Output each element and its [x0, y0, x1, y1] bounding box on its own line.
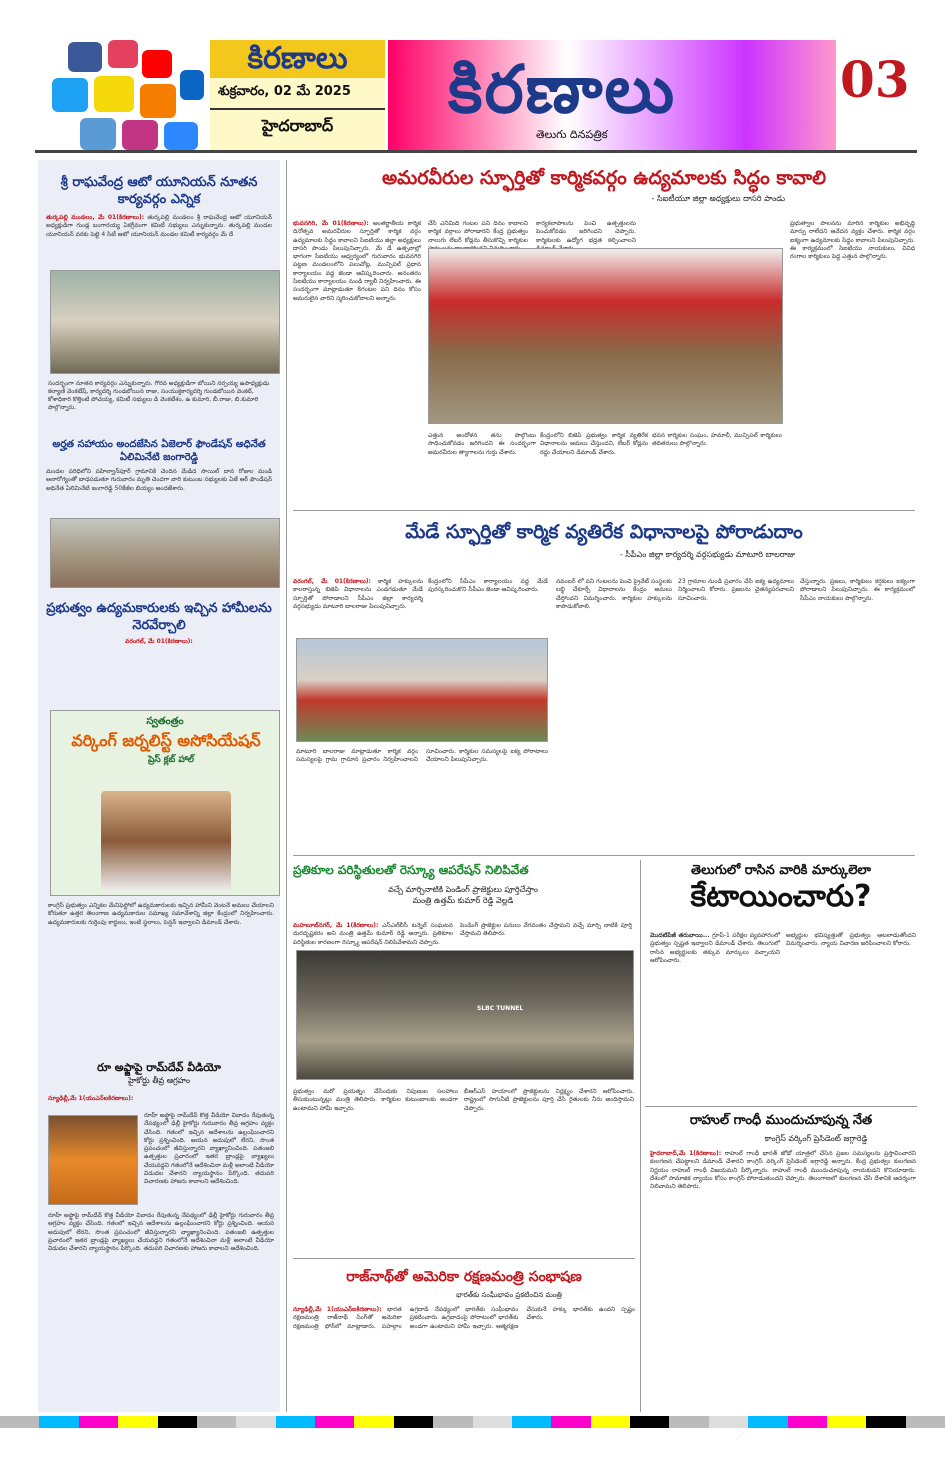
left-column	[38, 160, 280, 1412]
section-rule	[293, 855, 915, 856]
photo-caption: సందర్భంగా నూతన కార్యవర్గం ఎన్నుకున్నారు. గౌరవ అధ్యక్షుడిగా బోయిని నర్సయ్య ఉపాధ్యక్షుడు కల్యాణి వెంకటేష్, కార్యదర్శి గుండబోయిన రాజు, సంయుక్తకార్యదర్శి గుండబోయిన వెంకట్, కోశాధికారి కొత్తింటి పోచయ్య, కమిటీ సభ్యులు డి వెంకటేశం, ఉ కుమారి, బీ.రాజు, బి.కుమారి పాల్గొన్నారు.	[48, 380, 270, 411]
dateline: తుర్కపల్లి మండలం, మే 01(కిరణాలు):	[46, 214, 145, 221]
banner-title: వర్కింగ్ జర్నలిస్ట్ అసోసియేషన్	[71, 731, 261, 750]
main-logo-block	[388, 40, 836, 150]
masthead	[0, 0, 945, 150]
lead-story	[293, 166, 915, 205]
marks-story	[645, 862, 917, 915]
marks-col-2: అభ్యర్థుల భవిష్యత్తుతో ప్రభుత్వం ఆటలాడుతోందని విమర్శించారు. న్యాయ విచారణ జరిపించాలని కోరారు.	[786, 932, 916, 948]
headline-big: కేటాయించారు?	[690, 879, 872, 914]
tunnel-label: SLBC TUNNEL	[477, 1005, 524, 1012]
dateline: భువనగిరి, మే 01(కిరణాలు):	[293, 220, 369, 227]
subheadline-2: మంత్రి ఉత్తమ్ కుమార్ రెడ్డి వెల్లడి	[412, 896, 514, 905]
story-body-continued: రూహ్ అఫ్జాపై రామ్‌దేవ్ కొత్త వీడియో వివాదం రేపుతున్న నేపథ్యంలో ఢిల్లీ హైకోర్టు గురువారం తీవ్ర ఆగ్రహం వ్యక్తం చేసింది. గతంలో ఇచ్చిన ఆదేశాలను ఉల్లంఘించారని కోర్టు ప్రశ్నించింది. ఆయన అదుపులో లేరని, సొంత ప్రపంచంలో జీవిస్తున్నారని వ్యాఖ్యానించింది. పతంజలి ఉత్పత్తుల ప్రచారంలో ఇతర బ్రాండ్లపై వ్యాఖ్యలు చేయవద్దని గతంలోనే ఆదేశించినా మళ్లీ అలాంటి వీడియో విడుదల చేశారని న్యాయస్థానం పేర్కొంది. తదుపరి విచారణకు హాజరు కావాలని ఆదేశించింది.	[48, 1212, 274, 1253]
rajnath-body: భారత రక్షణమంత్రి రాజ్‌నాథ్ సింగ్‌తో అమెరికా రక్షణమంత్రి ఫోన్‌లో మాట్లాడారు. పహల్గాం ఉగ్రదాడి నేపథ్యంలో భారత్‌కు సంఘీభావం ప్రకటించారు. ఉగ్రవాదంపై పోరాటంలో భారత్‌కు అండగా ఉంటామని హామీ ఇచ్చారు. ఆత్మరక్షణ చేసుకునే హక్కు భారత్‌కు ఉందని స్పష్టం చేశారు.	[293, 1306, 635, 1330]
group-photo	[50, 270, 280, 374]
subheadline: భారత్‌కు సంఘీభావం ప్రకటించిన మంత్రి	[456, 1291, 562, 1299]
lead-under-3: భవన కార్మికుల సంఘం, హమాలీ, మున్సిపల్ కార్మికులు తదితరులు పాల్గొన్నారు.	[652, 432, 782, 448]
meeting-photo	[428, 248, 783, 424]
headline: అమరవీరుల స్ఫూర్తితో కార్మికవర్గం ఉద్యమాలకు సిద్ధం కావాలి	[381, 167, 827, 189]
tagline: తెలుగు దినపత్రిక	[536, 128, 608, 141]
story-ramdev	[46, 1060, 272, 1086]
subheadline-1: వచ్చే మార్చినాటికి పెండింగ్ ప్రాజెక్టులు పూర్తిచేస్తాం	[388, 885, 538, 894]
mayday-col-3: నవంబర్ లో పని గంటలను పెంచి ప్రైవేట్ సంస్థలకు లబ్ధి చేకూర్చే విధానాలను కేంద్రం అమలు చేస్తోందని విమర్శించారు. కార్మికుల హక్కులను కాపాడుకోవాలి.	[556, 578, 672, 610]
linkedin-icon	[180, 70, 204, 100]
section-rule	[293, 510, 915, 511]
story-foundation	[46, 438, 272, 494]
lead-col-3: కార్యకలాపాలను పెంచి ఉత్పత్తులను పెంచుకోవడం జరిగిందని చెప్పారు. కార్మికులకు ఉద్యోగ భద్రత కల్పించాలని	[536, 220, 636, 244]
lead-col-2: చేసే ఎనిమిది గంటల పని దినం కావాలని కార్మిక వర్గాలు పోరాడారని కేంద్ర ప్రభుత్వం నాలుగు లేబర్ కోడ్లను తీసుకొచ్చి కార్మికుల	[428, 220, 528, 244]
rss-icon	[140, 84, 176, 118]
press-club-photo	[50, 710, 280, 896]
marks-col-1: గ్రూప్-1 పరీక్షల వ్యవహారంలో ప్రభుత్వం స్పష్టత ఇవ్వాలని డిమాండ్ చేశారు. తెలుగులో రాసిన అభ్యర్థులకు తక్కువ మార్కులు వచ్చాయని ఆరోపించారు.	[650, 932, 780, 964]
facebook-icon	[68, 42, 102, 72]
column-rule	[640, 860, 641, 1412]
ramdev-photo	[48, 1115, 138, 1205]
edition-city: హైదరాబాద్	[261, 116, 334, 135]
dateline: వరంగల్, మే 01(కిరణాలు):	[293, 578, 371, 585]
dateline: మొదటిపేజీ తరువాయి...	[650, 932, 710, 939]
column-rule	[286, 160, 287, 1412]
headline: రాహుల్ గాంధీ ముందుచూపున్న నేత	[689, 1113, 873, 1128]
headline: శ్రీ రాఘవేంద్ర ఆటో యూనియన్ నూతన కార్యవర్గం ఎన్నిక	[60, 175, 258, 207]
dateline: మహబూబ్‌నగర్, మే 1(కిరణాలు):	[293, 922, 379, 929]
banner-subtitle: ప్రెస్ క్లబ్ హాల్	[147, 755, 195, 765]
mayday-col-1: కార్మిక హక్కులను కాలరాస్తున్న బిజెపి విధానాలను ఎండగడుతూ మేడే స్ఫూర్తితో పోరాడాలని సీపీఎం జిల్లా కార్యదర్శి వర్గసభ్యుడు మాటూరి బాలరాజు పిలుపునిచ్చారు.	[293, 578, 423, 610]
people-at-table	[101, 791, 231, 891]
facebook-cube-icon	[164, 122, 198, 150]
tunnel-under-1: ప్రభుత్వం మరో ప్రయత్నం చేసేందుకు నిపుణుల సలహాలు తీసుకుంటున్నట్లు మంత్రి తెలిపారు. కార్మికుల కుటుంబాలకు అండగా ఉంటామని హామీ ఇచ్చారు.	[293, 1088, 458, 1112]
mayday-story	[293, 520, 915, 561]
lead-under-2: కేంద్రంలోని బిజెపి ప్రభుత్వం కార్మిక వ్యతిరేక విధానాలను అమలు చేస్తుందని, లేబర్ కోడ్లను రద్దు చేయాలని డిమాండ్ చేశారు.	[540, 432, 648, 456]
headline-top: తెలుగులో రాసిన వారికి మార్కులెలా	[690, 863, 872, 878]
story-activists	[46, 594, 272, 662]
instagram-icon	[108, 40, 138, 68]
mayday-under: మాటూరి బాలరాజు మాట్లాడుతూ కార్మిక వర్గం సమస్యలపై గ్రామ గ్రామాన ప్రచారం నిర్వహించాలని సూచించారు. కార్మికుల సమస్యలపై ఐక్య పోరాటాలు చేయాలని పిలుపునిచ్చారు.	[296, 748, 548, 764]
issue-date: శుక్రవారం, 02 మే 2025	[210, 78, 385, 110]
lead-col-1: అంతర్జాతీయ కార్మిక దినోత్సవ అమరవీరుల స్ఫూర్తితో కార్మిక వర్గం ఉద్యమాలకు సిద్ధం కావాలని సిఐటియు జిల్లా అధ్యక్షులు దాసరి పాండు పిలుపునిచ్చారు. మే డే ఉత్సవాల్లో భాగంగా సిఐటియు ఆధ్వర్యంలో గురువారం భువనగిరి పట్టణ మండలంలోని పలుచోట్ల, మున్సిపల్ ప్రధాన కార్యాలయం వద్ద జెండా ఆవిష్కరించారు. అనంతరం సిఐటియు కార్యాలయం నుండి ర్యాలీ నిర్వహించారు. ఈ సందర్భంగా మాట్లాడుతూ 8గంటల పని దినం కోసం అమరులైన వారిని స్మరించుకోవాలని అన్నారు.	[293, 220, 421, 302]
mayday-col-2: కేంద్రంలోని సీపీఎం కార్యాలయం వద్ద మేడే పురస్కరించుకొని సీపీఎం జెండా ఆవిష్కరించారు.	[428, 578, 548, 594]
byline: - సిఐటీయూ జిల్లా అధ్యక్షులు దాసరి పాండు	[651, 194, 785, 203]
dateline: న్యూఢిల్లీ,మే 1(యుఎన్ఐ‌కిరణాలు):	[48, 1095, 134, 1102]
story-body: తుర్కపల్లి మండలం శ్రీ రాఘవేంద్ర ఆటో యూనియన్ అధ్యక్షుడిగా గుండ్ల బంగారయ్య ఏకగ్రీవంగా కమిటీ సభ్యులు ఎన్నుకున్నారు. తుర్కపల్లి మండల యూనియన్ వరకు పెట్టె 4 సిటీ ఆటో యూనియన్ మండల కమిటీ కార్యవర్గం మే దే	[46, 214, 272, 238]
tunnel-col-1: ఎస్ఎల్‌బీసీ టన్నెల్ సంఘటన దురదృష్టకరం అని మంత్రి ఉత్తమ్ కుమార్ రెడ్డి అన్నారు. ప్రతికూల పరిస్థితుల కారణంగా రెస్క్యూ ఆపరేషన్ నిలిపివేశామని చెప్పారు.	[293, 922, 453, 946]
mayday-photo	[296, 638, 548, 742]
story-body: మండల పరిధిలోని పహిల్వాన్‌పూర్ గ్రామానికి చెందిన మేడిద సాయిల్ దాన రోజుల మండి ఆనారోగ్యంతో బాధపడుతూ గురువారం మృతి చెందగా వారి కుటుంబ సభ్యులకు ఏజే ఆర్ ఫౌండేషన్ అధినేత ఏలిమినేటి జంగారెడ్డి 50కేజీల బియ్యం అందజేశారు.	[46, 468, 272, 492]
donation-photo	[50, 518, 280, 588]
headline: రాజ్‌నాథ్‌తో అమెరికా రక్షణమంత్రి సంభాషణ	[346, 1269, 582, 1285]
social-cube-icon	[80, 118, 116, 150]
tunnel-photo	[296, 950, 634, 1080]
social-media-cubes-graphic	[50, 40, 205, 152]
tunnel-story	[293, 862, 633, 906]
headline: ప్రతికూల పరిస్థితులతో రెస్క్యూ ఆపరేషన్ నిలిపివేత	[293, 863, 529, 877]
lead-col-4: ప్రభుత్వాల పాలనను మారిన కార్మికుల అభివృద్ధి మార్పు రాలేదని ఆవేదన వ్యక్తం చేశారు. కార్మిక వర్గం ఐక్యంగా ఉద్యమాలకు సిద్ధం కావాలని పిలుపునిచ్చారు. ఈ కార్యక్రమంలో సిఐటియు నాయకులు, వివిధ రంగాల కార్మికులు పెద్ద ఎత్తున పాల్గొన్నారు.	[790, 220, 915, 261]
newspaper-name: కిరణాలు	[448, 50, 677, 128]
section-rule	[645, 1106, 917, 1107]
twitter-icon	[52, 78, 88, 112]
story-body: రూహ్ అఫ్జాపై రామ్‌దేవ్ కొత్త వీడియో వివాదం రేపుతున్న నేపథ్యంలో ఢిల్లీ హైకోర్టు గురువారం తీవ్ర ఆగ్రహం వ్యక్తం చేసింది. గతంలో ఇచ్చిన ఆదేశాలను ఉల్లంఘించారని కోర్టు ప్రశ్నించింది. ఆయన అదుపులో లేరని, సొంత ప్రపంచంలో జీవిస్తున్నారని వ్యాఖ్యానించింది. పతంజలి ఉత్పత్తుల ప్రచారంలో ఇతర బ్రాండ్లపై వ్యాఖ్యలు చేయవద్దని గతంలోనే ఆదేశించినా మళ్లీ అలాంటి వీడియో విడుదల చేశారని న్యాయస్థానం పేర్కొంది. తదుపరి విచారణకు హాజరు కావాలని ఆదేశించింది.	[144, 1112, 274, 1186]
rajnath-story	[293, 1268, 635, 1300]
subheadline: హైకోర్టు తీవ్ర ఆగ్రహం	[127, 1076, 190, 1085]
mini-brand-block	[210, 40, 385, 150]
dateline: హైదరాబాద్,మే 1(కిరణాలు):	[650, 1150, 722, 1157]
youtube-icon	[142, 50, 172, 78]
lead-under-1: ఎత్తున అందోళన తను పాల్గొంటు సాధించుకోవడం జరిగిందని ఈ సందర్భంగా అమరవీరుల త్యాగాలను గుర్తు చేశారు.	[428, 432, 536, 456]
headline: మేడే స్ఫూర్తితో కార్మిక వ్యతిరేక విధానాలపై పోరాడుదాం	[405, 521, 803, 543]
page-number: 03	[840, 50, 910, 109]
masthead-rule	[35, 150, 917, 153]
dateline: వరంగల్, మే 01(కిరణాలు):	[125, 638, 193, 645]
story-body: కాంగ్రెస్ ప్రభుత్వం ఎన్నికల మేనిఫెస్టోలో ఉద్యమకారులకు ఇచ్చిన హామీని వెంటనే అమలు చేయాలని కోరుతూ ఉత్తర తెలంగాణ ఉద్యమకారుల సమాఖ్య సమావేశాన్ని జిల్లా కేంద్రంలో నిర్వహించారు. ఉద్యమకారులకు గుర్తింపు కార్డులు, ఇంటి స్థలాలు, పెన్షన్ ఇవ్వాలని డిమాండ్ చేశారు.	[48, 902, 274, 926]
rahul-story	[645, 1112, 917, 1144]
snapchat-icon	[94, 76, 134, 112]
mayday-col-4: 23 గ్రామాల నుండి ప్రచారం చేసి ఐక్య ఉద్యమాలు నిర్మించాలని కోరారు. ప్రజలను చైతన్యపరచాలని సూచించారు.	[678, 578, 794, 602]
subheadline: కాంగ్రెస్ వర్కింగ్ ప్రెసిడెంట్ జగ్గారెడ్డి	[764, 1134, 868, 1143]
tunnel-col-2: పెండింగ్ ప్రాజెక్టుల పనులు వేగవంతం చేస్తామని వచ్చే మార్చి నాటికి పూర్తి చేస్తామని తెలిపారు.	[460, 922, 632, 938]
color-registration-bar	[0, 1416, 945, 1428]
story-auto-union	[46, 174, 272, 264]
headline: ప్రభుత్వం ఉద్యమకారులకు ఇచ్చిన హామీలను నెరవేర్చాలి	[46, 601, 272, 633]
mayday-col-5: చేస్తున్నారు. ప్రజలు, కార్మికులు కర్షకులు ఐక్యంగా పోరాడాలని పిలుపునిచ్చారు. ఈ కార్యక్రమంలో సీపీఎం నాయకులు పాల్గొన్నారు.	[800, 578, 915, 602]
headline: అర్హత సహాయం అందజేసిన ఏజెలార్ ఫౌండేషన్ అధినేత ఏలిమినేటి జంగారెడ్డి	[52, 439, 266, 463]
rahul-body: రాహుల్ గాంధీ భారత్ జోడో యాత్రలో చేసిన ప్రజల సమస్యలను ప్రస్తావించారని కులగణన చేపట్టాలని డిమాండ్ చేశారని కాంగ్రెస్ వర్కింగ్ ప్రెసిడెంట్ జగ్గారెడ్డి అన్నారు. కేంద్ర ప్రభుత్వం కులగణన నిర్ణయం రాహుల్ గాంధీ విజయమని పేర్కొన్నారు. రాహుల్ గాంధీ ముందుచూపున్న నాయకుడని కొనియాడారు. దేశంలో సామాజిక న్యాయం కోసం కాంగ్రెస్ పోరాడుతుందని చెప్పారు. తెలంగాణలో కులగణన చేసి దేశానికి ఆదర్శంగా నిలిచామని తెలిపారు.	[650, 1150, 916, 1191]
dateline: న్యూఢిల్లీ,మే 1(యుఎన్ఐ‌కిరణాలు):	[293, 1306, 382, 1313]
mini-logo: కిరణాలు	[210, 40, 385, 78]
instagram-cube-icon	[122, 120, 158, 150]
section-rule	[293, 1258, 635, 1259]
banner-top: స్వతంత్రం	[146, 716, 184, 727]
tunnel-under-2: బీఆర్ఎస్ హయాంలో ప్రాజెక్టులను నిర్లక్ష్యం చేశారని ఆరోపించారు. రాష్ట్రంలో సాగునీటి ప్రాజెక్టులను పూర్తి చేసి రైతులకు నీరు అందిస్తామని చెప్పారు.	[464, 1088, 634, 1112]
byline: - సీపీఎం జిల్లా కార్యదర్శి వర్గసభ్యుడు మాటూరి బాలరాజు	[619, 550, 795, 559]
headline: రూ అఫ్జాపై రామ్‌దేవ్ వీడియో	[97, 1061, 221, 1074]
